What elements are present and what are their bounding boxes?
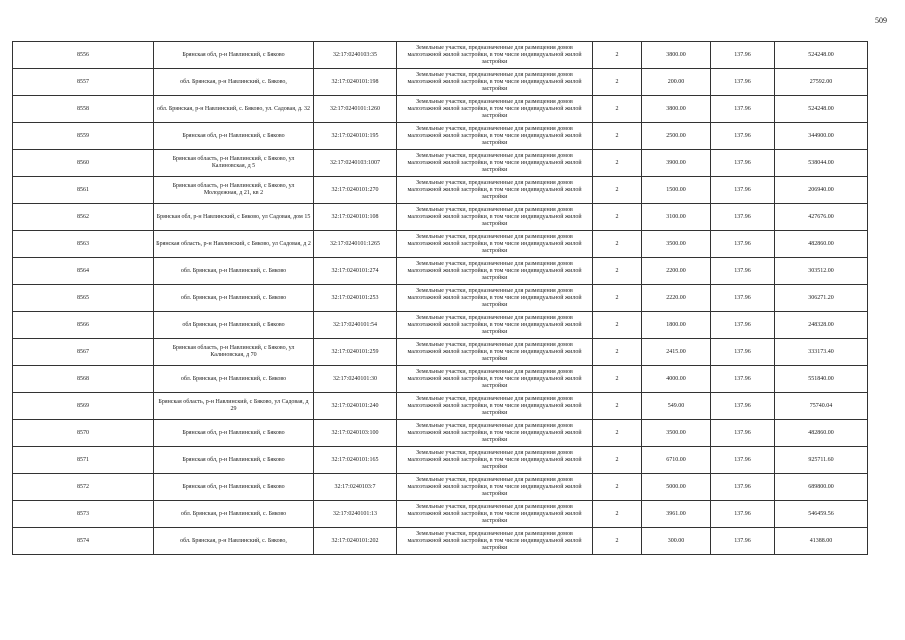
row-number: 8560 [13, 150, 154, 177]
cadastral-number-cell: 32:17:0240101:195 [314, 123, 397, 150]
table-row [13, 285, 868, 312]
table-row [13, 150, 868, 177]
row-number: 8566 [13, 312, 154, 339]
cadastral-value-cell: 333173.40 [775, 339, 868, 366]
page-number: 509 [875, 16, 887, 25]
table-row [13, 393, 868, 420]
rate-cell: 137.96 [711, 420, 775, 447]
land-use-cell: Земельные участки, предназначенные для размещения домов малоэтажной жилой застройки, в том числе индивидуальной жилой застройки [397, 366, 593, 393]
area-cell: 3961.00 [642, 501, 711, 528]
table-row [13, 420, 868, 447]
address-cell: Брянская обл, р-н Навлинский, с Бяково [154, 42, 314, 69]
address-cell: Брянская область, р-н Навлинский, с Бяково, ул Калиновская, д 5 [154, 150, 314, 177]
area-cell: 5000.00 [642, 474, 711, 501]
land-use-cell: Земельные участки, предназначенные для размещения домов малоэтажной жилой застройки, в том числе индивидуальной жилой застройки [397, 528, 593, 555]
land-use-cell: Земельные участки, предназначенные для размещения домов малоэтажной жилой застройки, в том числе индивидуальной жилой застройки [397, 96, 593, 123]
cadastral-value-cell: 41388.00 [775, 528, 868, 555]
address-cell: обл. Брянская, р-н Навлинский, с. Бяково, [154, 528, 314, 555]
land-use-cell: Земельные участки, предназначенные для размещения домов малоэтажной жилой застройки, в том числе индивидуальной жилой застройки [397, 393, 593, 420]
row-number: 8571 [13, 447, 154, 474]
land-use-cell: Земельные участки, предназначенные для размещения домов малоэтажной жилой застройки, в том числе индивидуальной жилой застройки [397, 258, 593, 285]
cadastral-number-cell: 32:17:0240101:54 [314, 312, 397, 339]
cadastral-number-cell: 32:17:0240101:13 [314, 501, 397, 528]
rate-cell: 137.96 [711, 501, 775, 528]
land-use-cell: Земельные участки, предназначенные для размещения домов малоэтажной жилой застройки, в том числе индивидуальной жилой застройки [397, 474, 593, 501]
land-use-cell: Земельные участки, предназначенные для размещения домов малоэтажной жилой застройки, в том числе индивидуальной жилой застройки [397, 42, 593, 69]
cadastral-number-cell: 32:17:0240101:165 [314, 447, 397, 474]
row-number: 8565 [13, 285, 154, 312]
table-row [13, 312, 868, 339]
category-code-cell: 2 [593, 42, 642, 69]
land-use-cell: Земельные участки, предназначенные для размещения домов малоэтажной жилой застройки, в том числе индивидуальной жилой застройки [397, 339, 593, 366]
cadastral-number-cell: 32:17:0240101:1260 [314, 96, 397, 123]
category-code-cell: 2 [593, 285, 642, 312]
row-number: 8574 [13, 528, 154, 555]
area-cell: 200.00 [642, 69, 711, 96]
category-code-cell: 2 [593, 96, 642, 123]
row-number: 8563 [13, 231, 154, 258]
rate-cell: 137.96 [711, 150, 775, 177]
rate-cell: 137.96 [711, 42, 775, 69]
land-use-cell: Земельные участки, предназначенные для размещения домов малоэтажной жилой застройки, в том числе индивидуальной жилой застройки [397, 420, 593, 447]
rate-cell: 137.96 [711, 69, 775, 96]
cadastral-number-cell: 32:17:0240101:240 [314, 393, 397, 420]
address-cell: обл. Брянская, р-н Навлинский, с. Бяково, [154, 69, 314, 96]
table-row [13, 366, 868, 393]
category-code-cell: 2 [593, 258, 642, 285]
cadastral-value-cell: 546459.56 [775, 501, 868, 528]
address-cell: Брянская область, р-н Навлинский, с Бяково, ул Садовая, д 2 [154, 231, 314, 258]
row-number: 8562 [13, 204, 154, 231]
address-cell: Брянская обл, р-н Навлинский, с Бяково [154, 447, 314, 474]
area-cell: 6710.00 [642, 447, 711, 474]
rate-cell: 137.96 [711, 96, 775, 123]
table-body [13, 42, 868, 555]
cadastral-value-cell: 427676.00 [775, 204, 868, 231]
rate-cell: 137.96 [711, 204, 775, 231]
land-use-cell: Земельные участки, предназначенные для размещения домов малоэтажной жилой застройки, в том числе индивидуальной жилой застройки [397, 501, 593, 528]
category-code-cell: 2 [593, 150, 642, 177]
land-use-cell: Земельные участки, предназначенные для размещения домов малоэтажной жилой застройки, в том числе индивидуальной жилой застройки [397, 69, 593, 96]
row-number: 8567 [13, 339, 154, 366]
rate-cell: 137.96 [711, 177, 775, 204]
cadastral-value-cell: 538044.00 [775, 150, 868, 177]
category-code-cell: 2 [593, 393, 642, 420]
row-number: 8572 [13, 474, 154, 501]
table-row [13, 474, 868, 501]
category-code-cell: 2 [593, 501, 642, 528]
address-cell: Брянская обл, р-н Навлинский, с Бяково [154, 474, 314, 501]
cadastral-number-cell: 32:17:0240101:1265 [314, 231, 397, 258]
area-cell: 2200.00 [642, 258, 711, 285]
cadastral-value-cell: 551840.00 [775, 366, 868, 393]
land-use-cell: Земельные участки, предназначенные для размещения домов малоэтажной жилой застройки, в том числе индивидуальной жилой застройки [397, 312, 593, 339]
address-cell: обл Брянская, р-н Навлинский, с Бяково [154, 312, 314, 339]
table-row [13, 177, 868, 204]
land-use-cell: Земельные участки, предназначенные для размещения домов малоэтажной жилой застройки, в том числе индивидуальной жилой застройки [397, 177, 593, 204]
category-code-cell: 2 [593, 204, 642, 231]
address-cell: Брянская обл, р-н Навлинский, с Бяково [154, 420, 314, 447]
cadastral-number-cell: 32:17:0240103:1007 [314, 150, 397, 177]
row-number: 8564 [13, 258, 154, 285]
cadastral-value-cell: 206940.00 [775, 177, 868, 204]
category-code-cell: 2 [593, 177, 642, 204]
table-row [13, 528, 868, 555]
area-cell: 549.00 [642, 393, 711, 420]
category-code-cell: 2 [593, 123, 642, 150]
rate-cell: 137.96 [711, 474, 775, 501]
row-number: 8557 [13, 69, 154, 96]
address-cell: Брянская обл, р-н Навлинский, с Бяково, ул Садовая, дом 15 [154, 204, 314, 231]
cadastral-value-cell: 524248.00 [775, 96, 868, 123]
rate-cell: 137.96 [711, 393, 775, 420]
category-code-cell: 2 [593, 447, 642, 474]
row-number: 8568 [13, 366, 154, 393]
cadastral-number-cell: 32:17:0240101:253 [314, 285, 397, 312]
address-cell: Брянская обл, р-н Навлинский, с Бяково [154, 123, 314, 150]
table-row [13, 501, 868, 528]
table-row [13, 339, 868, 366]
cadastral-number-cell: 32:17:0240101:259 [314, 339, 397, 366]
table-row [13, 447, 868, 474]
area-cell: 3800.00 [642, 42, 711, 69]
cadastral-value-cell: 524248.00 [775, 42, 868, 69]
area-cell: 2220.00 [642, 285, 711, 312]
rate-cell: 137.96 [711, 447, 775, 474]
address-cell: обл. Брянская, р-н Навлинский, с. Бяково, ул. Садовая, д. 32 [154, 96, 314, 123]
land-use-cell: Земельные участки, предназначенные для размещения домов малоэтажной жилой застройки, в том числе индивидуальной жилой застройки [397, 447, 593, 474]
cadastral-value-cell: 344900.00 [775, 123, 868, 150]
cadastral-value-cell: 689800.00 [775, 474, 868, 501]
cadastral-number-cell: 32:17:0240101:198 [314, 69, 397, 96]
cadastral-number-cell: 32:17:0240103:100 [314, 420, 397, 447]
category-code-cell: 2 [593, 231, 642, 258]
area-cell: 1500.00 [642, 177, 711, 204]
cadastral-value-cell: 925711.60 [775, 447, 868, 474]
category-code-cell: 2 [593, 339, 642, 366]
address-cell: Брянская область, р-н Навлинский, с Бяково, ул Молодежная, д 21, кв 2 [154, 177, 314, 204]
table-row [13, 69, 868, 96]
land-use-cell: Земельные участки, предназначенные для размещения домов малоэтажной жилой застройки, в том числе индивидуальной жилой застройки [397, 150, 593, 177]
cadastral-value-cell: 482860.00 [775, 231, 868, 258]
row-number: 8569 [13, 393, 154, 420]
cadastral-value-cell: 248328.00 [775, 312, 868, 339]
table-row [13, 231, 868, 258]
area-cell: 3500.00 [642, 231, 711, 258]
address-cell: обл. Брянская, р-н Навлинский, с. Бяково [154, 258, 314, 285]
table-row [13, 42, 868, 69]
category-code-cell: 2 [593, 312, 642, 339]
cadastral-number-cell: 32:17:0240103:35 [314, 42, 397, 69]
address-cell: обл. Брянская, р-н Навлинский, с. Бяково [154, 501, 314, 528]
land-use-cell: Земельные участки, предназначенные для размещения домов малоэтажной жилой застройки, в том числе индивидуальной жилой застройки [397, 204, 593, 231]
row-number: 8558 [13, 96, 154, 123]
cadastral-value-cell: 303512.00 [775, 258, 868, 285]
row-number: 8556 [13, 42, 154, 69]
row-number: 8559 [13, 123, 154, 150]
rate-cell: 137.96 [711, 366, 775, 393]
table-row [13, 96, 868, 123]
area-cell: 3900.00 [642, 150, 711, 177]
rate-cell: 137.96 [711, 258, 775, 285]
table-row [13, 123, 868, 150]
table-row [13, 258, 868, 285]
area-cell: 2500.00 [642, 123, 711, 150]
land-use-cell: Земельные участки, предназначенные для размещения домов малоэтажной жилой застройки, в том числе индивидуальной жилой застройки [397, 285, 593, 312]
rate-cell: 137.96 [711, 339, 775, 366]
address-cell: обл. Брянская, р-н Навлинский, с. Бяково [154, 366, 314, 393]
cadastral-number-cell: 32:17:0240101:108 [314, 204, 397, 231]
cadastral-number-cell: 32:17:0240101:202 [314, 528, 397, 555]
table-row [13, 204, 868, 231]
land-use-cell: Земельные участки, предназначенные для размещения домов малоэтажной жилой застройки, в том числе индивидуальной жилой застройки [397, 231, 593, 258]
rate-cell: 137.96 [711, 312, 775, 339]
category-code-cell: 2 [593, 420, 642, 447]
rate-cell: 137.96 [711, 285, 775, 312]
rate-cell: 137.96 [711, 528, 775, 555]
row-number: 8570 [13, 420, 154, 447]
area-cell: 3500.00 [642, 420, 711, 447]
category-code-cell: 2 [593, 528, 642, 555]
cadastral-register-table [12, 41, 868, 555]
cadastral-value-cell: 482860.00 [775, 420, 868, 447]
cadastral-value-cell: 306271.20 [775, 285, 868, 312]
area-cell: 4000.00 [642, 366, 711, 393]
area-cell: 2415.00 [642, 339, 711, 366]
area-cell: 300.00 [642, 528, 711, 555]
category-code-cell: 2 [593, 474, 642, 501]
land-use-cell: Земельные участки, предназначенные для размещения домов малоэтажной жилой застройки, в том числе индивидуальной жилой застройки [397, 123, 593, 150]
address-cell: Брянская область, р-н Навлинский, с Бяково, ул Садовая, д 29 [154, 393, 314, 420]
cadastral-value-cell: 27592.00 [775, 69, 868, 96]
row-number: 8573 [13, 501, 154, 528]
rate-cell: 137.96 [711, 123, 775, 150]
area-cell: 1800.00 [642, 312, 711, 339]
cadastral-number-cell: 32:17:0240103:7 [314, 474, 397, 501]
row-number: 8561 [13, 177, 154, 204]
category-code-cell: 2 [593, 69, 642, 96]
cadastral-number-cell: 32:17:0240101:270 [314, 177, 397, 204]
cadastral-number-cell: 32:17:0240101:274 [314, 258, 397, 285]
cadastral-value-cell: 75740.04 [775, 393, 868, 420]
address-cell: Брянская область, р-н Навлинский, с Бяково, ул Калиновская, д 70 [154, 339, 314, 366]
cadastral-number-cell: 32:17:0240101:30 [314, 366, 397, 393]
area-cell: 3100.00 [642, 204, 711, 231]
rate-cell: 137.96 [711, 231, 775, 258]
category-code-cell: 2 [593, 366, 642, 393]
address-cell: обл. Брянская, р-н Навлинский, с. Бяково [154, 285, 314, 312]
area-cell: 3800.00 [642, 96, 711, 123]
